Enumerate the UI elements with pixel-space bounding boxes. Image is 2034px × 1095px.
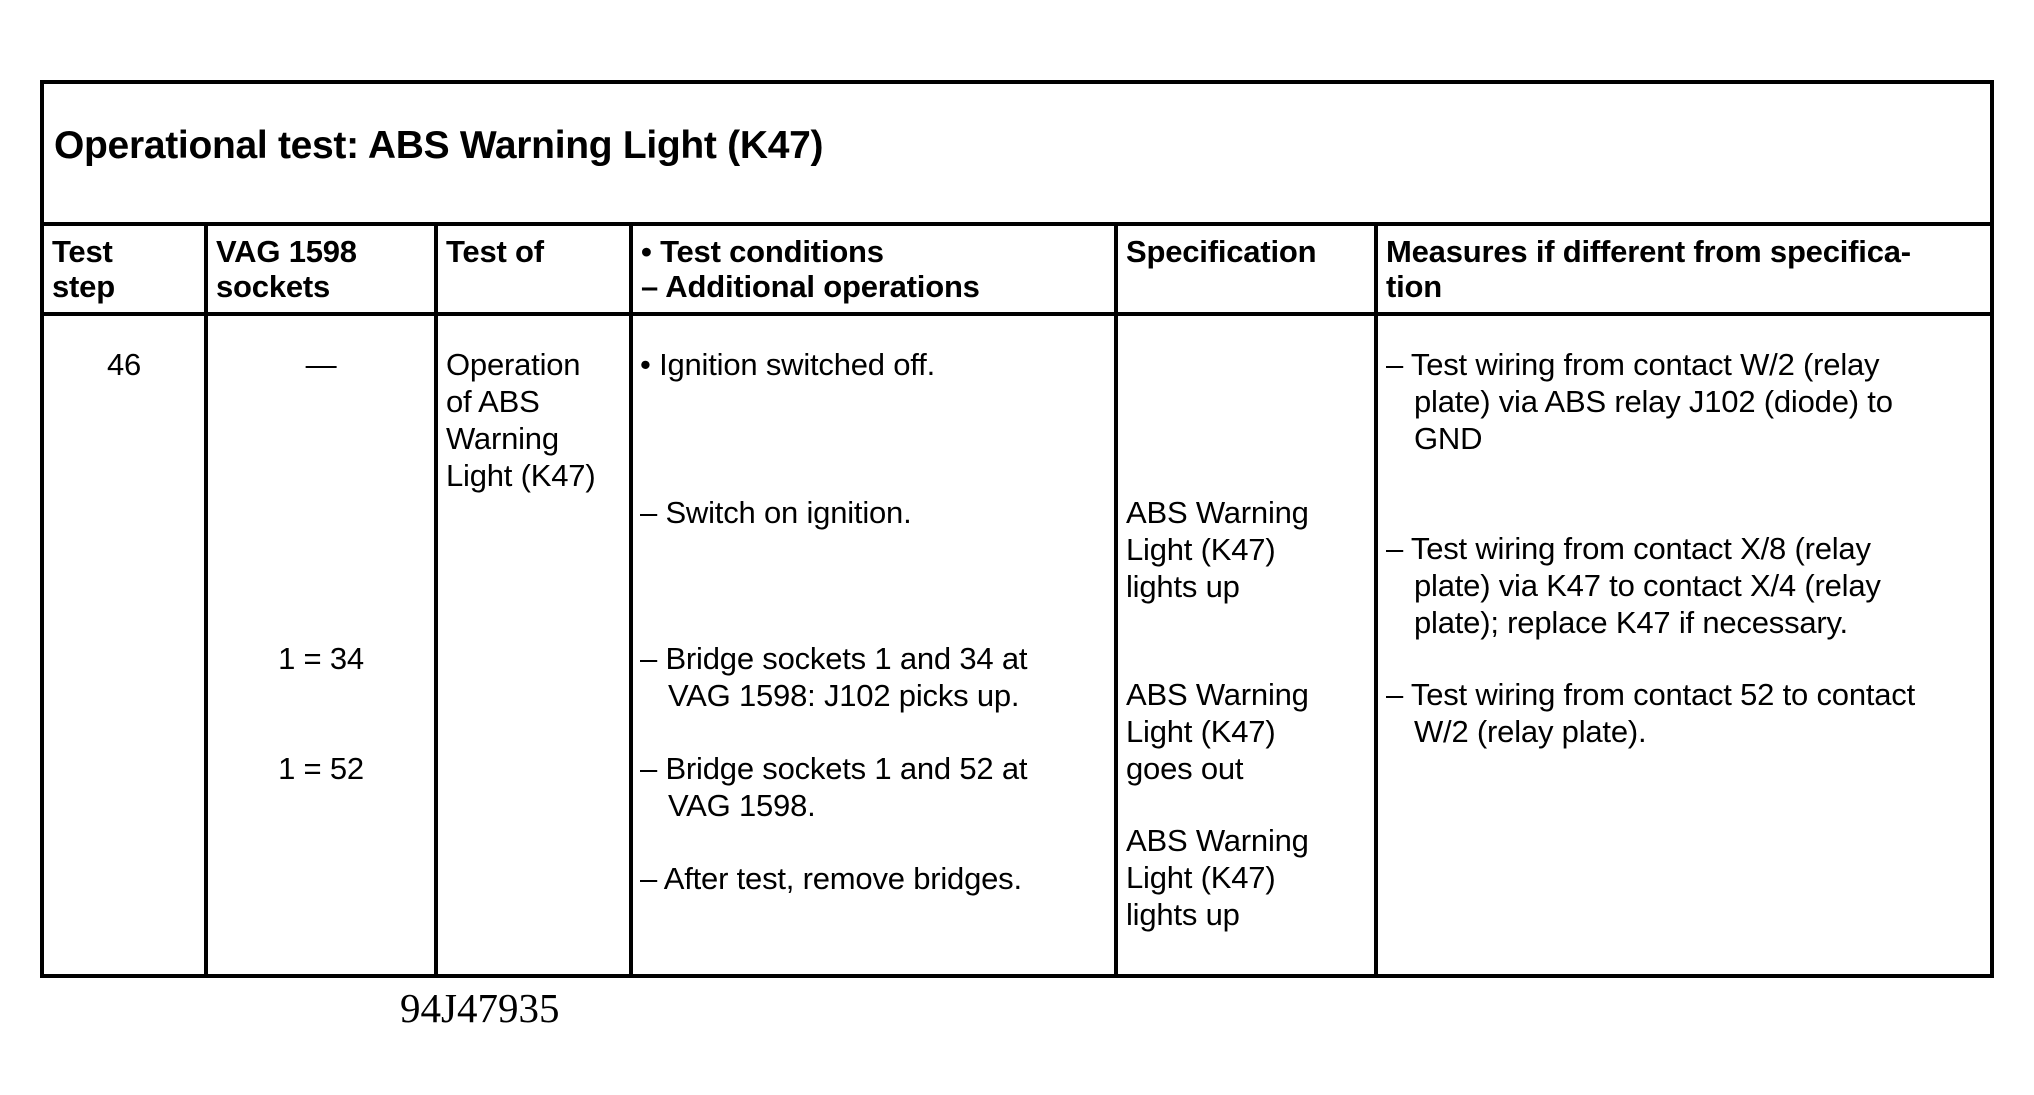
text-line: ABS Warning xyxy=(1126,677,1309,712)
column-divider xyxy=(204,226,208,974)
table-title-row xyxy=(44,84,1990,226)
measure-item xyxy=(1386,676,1915,750)
text-line: VAG 1598. xyxy=(668,788,816,823)
condition-item xyxy=(640,346,935,383)
text-line: – Test wiring from contact W/2 (relay xyxy=(1386,347,1880,382)
text-line: plate); replace K47 if necessary. xyxy=(1414,605,1848,640)
text-line: lights up xyxy=(1126,897,1240,932)
text-line: Light (K47) xyxy=(1126,860,1276,895)
header-text: VAG 1598 xyxy=(216,234,357,269)
socket-value: 1 = 52 xyxy=(278,751,364,786)
text-line: Light (K47) xyxy=(446,458,596,493)
column-divider xyxy=(629,226,633,974)
text-line: VAG 1598: J102 picks up. xyxy=(668,678,1020,713)
test-step-value: 46 xyxy=(106,347,142,382)
header-sockets xyxy=(208,226,434,316)
text-line: – Bridge sockets 1 and 52 at xyxy=(640,751,1028,786)
test-of-text xyxy=(446,346,595,494)
text-line: – After test, remove bridges. xyxy=(640,861,1022,896)
header-text: Test of xyxy=(446,234,544,269)
header-measures xyxy=(1378,226,1990,316)
header-text: Measures if different from specifica- xyxy=(1386,234,1911,269)
header-test-step xyxy=(44,226,204,316)
measure-item xyxy=(1386,346,1893,457)
text-line: goes out xyxy=(1126,751,1244,786)
test-table xyxy=(40,80,1994,978)
text-line: W/2 (relay plate). xyxy=(1414,714,1647,749)
figure-id: 94J47935 xyxy=(400,985,560,1031)
header-text: • Test conditions xyxy=(641,234,884,269)
text-line: of ABS xyxy=(446,384,540,419)
text-line: Light (K47) xyxy=(1126,532,1276,567)
text-line: – Test wiring from contact 52 to contact xyxy=(1386,677,1916,712)
measure-item xyxy=(1386,530,1881,641)
text-line: plate) via ABS relay J102 (diode) to xyxy=(1414,384,1893,419)
column-divider xyxy=(1114,226,1118,974)
text-line: • Ignition switched off. xyxy=(640,347,935,382)
column-divider xyxy=(1374,226,1378,974)
condition-item xyxy=(640,494,912,531)
text-line: plate) via K47 to contact X/4 (relay xyxy=(1414,568,1881,603)
header-conditions xyxy=(633,226,1114,316)
text-line: Warning xyxy=(446,421,559,456)
condition-item xyxy=(640,750,1027,824)
condition-item xyxy=(640,640,1027,714)
text-line: – Switch on ignition. xyxy=(640,495,912,530)
header-text: Specification xyxy=(1126,234,1317,269)
condition-item xyxy=(640,860,1022,897)
text-line: – Test wiring from contact X/8 (relay xyxy=(1386,531,1871,566)
header-text: sockets xyxy=(216,269,331,304)
specification-item xyxy=(1126,822,1309,933)
text-line: GND xyxy=(1414,421,1483,456)
text-line: lights up xyxy=(1126,569,1240,604)
text-line: ABS Warning xyxy=(1126,823,1309,858)
column-divider xyxy=(434,226,438,974)
header-test-of xyxy=(438,226,629,316)
text-line: – Bridge sockets 1 and 34 at xyxy=(640,641,1028,676)
text-line: ABS Warning xyxy=(1126,495,1309,530)
socket-value: — xyxy=(305,347,337,382)
header-text: – Additional operations xyxy=(641,269,980,304)
header-specification xyxy=(1118,226,1374,316)
header-text: tion xyxy=(1386,269,1443,304)
header-text: Test xyxy=(52,234,113,269)
text-line: Operation xyxy=(446,347,581,382)
text-line: Light (K47) xyxy=(1126,714,1276,749)
header-text: step xyxy=(52,269,115,304)
specification-item xyxy=(1126,494,1309,605)
specification-item xyxy=(1126,676,1309,787)
table-title: Operational test: ABS Warning Light (K47) xyxy=(54,124,824,167)
socket-value: 1 = 34 xyxy=(278,641,364,676)
